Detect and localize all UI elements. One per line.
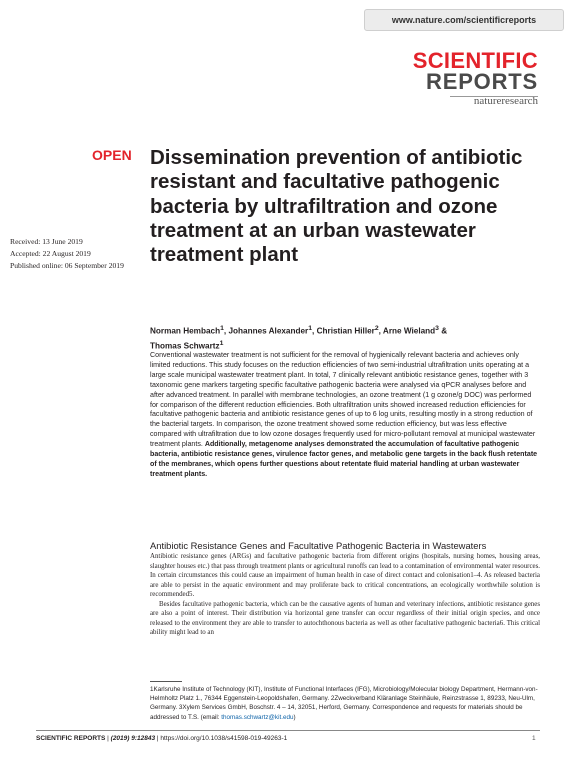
- author-separator: ,: [378, 326, 383, 336]
- affiliation-marker: 1: [220, 325, 224, 332]
- author-separator: &: [438, 326, 448, 336]
- page-footer: [36, 735, 287, 742]
- received-date: Received: 13 June 2019: [10, 237, 83, 246]
- published-date: Published online: 06 September 2019: [10, 261, 124, 270]
- footnote-close: ): [293, 713, 296, 721]
- affiliation-marker: 1: [308, 325, 313, 332]
- article-dates: [10, 236, 124, 272]
- accepted-date: Accepted: 22 August 2019: [10, 249, 91, 258]
- footer-separator: |: [105, 735, 111, 742]
- journal-url[interactable]: www.nature.com/scientificreports: [364, 9, 564, 31]
- logo-line-reports: REPORTS: [426, 69, 538, 94]
- logo-divider: [450, 96, 538, 97]
- article-title: Dissemination prevention of antibiotic resistant and facultative pathogenic bacteria by ultrafiltration and ozone treatment at an urban wastewater treatment plant: [150, 146, 523, 267]
- abstract-text: Conventional wastewater treatment is not sufficient for the removal of hygienically relevant bacteria and achieves only limited reductions. This study focuses on the reduction efficiencies of two semi-industrial ultrafiltration units operating at a large scale municipal wastewater treatment plant. In total, 7 clinically relevant antibiotic resistance genes, together with 3 taxonomic gene markers targeting specific facultative pathogenic bacteria were analysed via qPCR analyses before and after advanced treatment. In parallel with membrane technologies, an ozone treatment (1 g ozone/g DOC) was performed for comparison of the different reduction efficiencies. Both ultrafiltration units showed increased reduction efficiencies for facultative pathogenic bacteria and antibiotic resistance genes of up to 6 log units, resulting mostly in a strong reduction of the bacterial targets. In comparison, the ozone treatment showed some reduction efficiency, but was less effective compared with ultrafiltration due to low ozone dosages frequently used for micro-pollutant removal at municipal wastewater treatment plants.: [150, 351, 536, 449]
- author[interactable]: Christian Hiller: [316, 326, 375, 336]
- journal-logo: [413, 50, 538, 107]
- author-list: [150, 323, 550, 352]
- paragraph: Antibiotic resistance genes (ARGs) and facultative pathogenic bacteria from different origins (hospitals, nursing homes, housing areas, slaughter houses etc.) that pass through treatment plants or agricultural runoffs can lead to a contamination of environmental water resources. In certain circumstances this could cause an impairment of human health in case of direct contact and colonisation1–4. As released bacteria are able to persist in the aquatic environment and may proliferate back to critical concentrations, an ecologically worthwhile solution is recommended5.: [150, 553, 540, 598]
- author[interactable]: Norman Hembach: [150, 326, 221, 336]
- section-heading: Antibiotic Resistance Genes and Facultative Pathogenic Bacteria in Wastewaters: [150, 540, 487, 551]
- footer-divider: [36, 730, 540, 731]
- logo-publisher: natureresearch: [473, 95, 538, 107]
- paragraph: Besides facultative pathogenic bacteria, which can be the causative agents of human and veterinary infections, antibiotic resistance genes are also a point of interest. Their distribution via horizontal gene transfer can occur regardless of their initial origin species, and once released to the environment they are able to transfer to autochthonous bacteria as well as other facultative pathogenic bacteria6. This critical ability might lead to an: [150, 600, 540, 636]
- abstract-highlight: Additionally, metagenome analyses demonstrated the accumulation of facultative pathogenic bacteria, antibiotic resistance genes, virulence factor genes, and metabolic gene targets in the back flush retentate of the membranes, which opens further questions about retentate fluid material handling at urban wastewater treatment plants.: [150, 440, 538, 478]
- affiliation-marker: 3: [435, 325, 439, 332]
- footer-journal: SCIENTIFIC REPORTS: [36, 735, 106, 742]
- affiliation-marker: 1: [219, 339, 224, 347]
- footer-citation: (2019) 9:12843: [110, 735, 156, 742]
- affiliation-marker: 2: [374, 325, 379, 332]
- abstract: [150, 351, 540, 480]
- author[interactable]: Thomas Schwartz: [150, 341, 220, 351]
- affiliations-text: 1Karlsruhe Institute of Technology (KIT), Institute of Functional Interfaces (IFG), Microbiology/Molecular biology Department, Hermann-von-Helmholtz Platz 1., 76344 Eggenstein-Leopoldshafen, Germany. 2Zweckverband Kläranlage Steinhäule, Reinzstrasse 1, 89233, Neu-Ulm, Germany. 3Xylem Services GmbH, Boschstr. 4 – 14, 32051, Herford, Germany. Correspondence and requests for materials should be addressed to T.S. (email:: [150, 686, 538, 721]
- author[interactable]: Arne Wieland: [382, 326, 436, 336]
- author-separator: ,: [312, 326, 317, 336]
- affiliations-footnote: [150, 685, 542, 722]
- logo-line-scientific: SCIENTIFIC: [412, 48, 538, 73]
- author[interactable]: Johannes Alexander: [228, 326, 309, 336]
- body-text: [150, 552, 540, 638]
- author-separator: ,: [223, 326, 229, 336]
- open-access-label: OPEN: [92, 147, 132, 163]
- page-number: 1: [532, 735, 536, 742]
- footnote-divider: [150, 681, 182, 682]
- footer-doi-link[interactable]: | https://doi.org/10.1038/s41598-019-49263-1: [155, 735, 288, 742]
- correspondence-email-link[interactable]: thomas.schwartz@kit.edu: [221, 713, 294, 721]
